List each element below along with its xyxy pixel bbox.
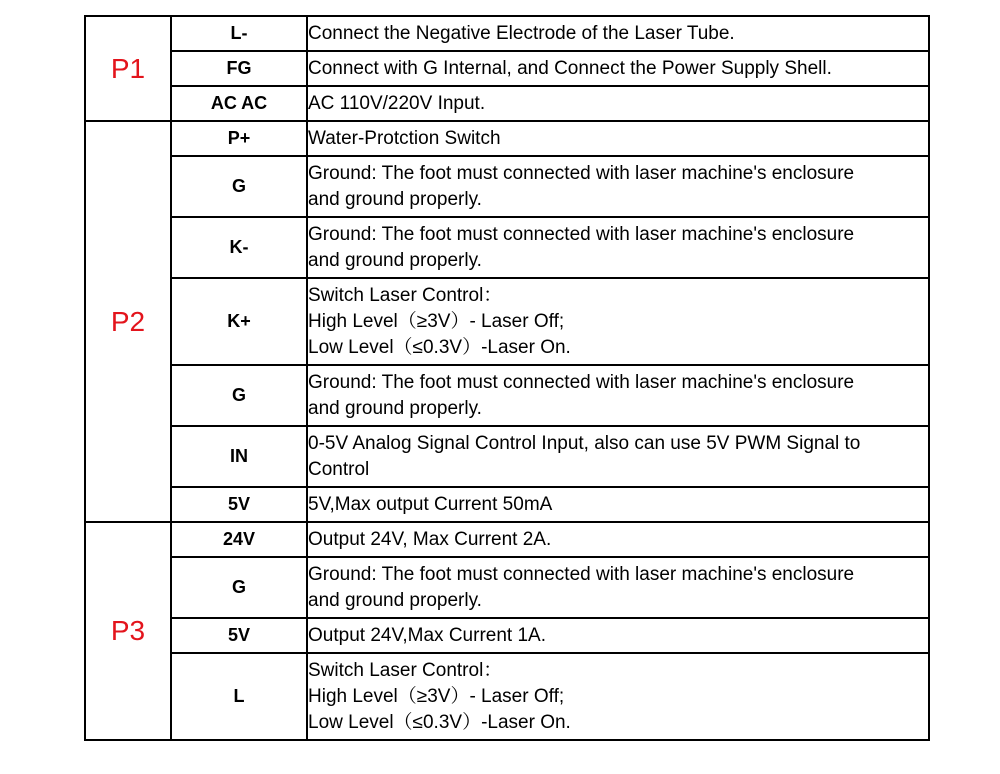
pin-name: AC AC	[171, 86, 307, 121]
pin-description	[307, 653, 929, 740]
description-line: High Level（≥3V）- Laser Off;	[308, 685, 565, 707]
description-line: and ground properly.	[308, 249, 482, 271]
description-line: Ground: The foot must connected with laser machine's enclosure	[308, 162, 855, 184]
description-line: 5V,Max output Current 50mA	[308, 493, 553, 515]
pin-name: P+	[171, 121, 307, 156]
pin-description	[307, 426, 929, 487]
pin-name: K+	[171, 278, 307, 365]
pin-description	[307, 86, 929, 121]
pin-name: G	[171, 557, 307, 618]
table-row	[85, 86, 929, 121]
table-row	[85, 217, 929, 278]
table-row	[85, 426, 929, 487]
description-line: and ground properly.	[308, 397, 482, 419]
description-line: Connect the Negative Electrode of the Laser Tube.	[308, 22, 735, 44]
description-line: Switch Laser Control：	[308, 659, 503, 681]
description-line: Water-Protction Switch	[308, 127, 501, 149]
pin-name: G	[171, 156, 307, 217]
connector-group-label: P1	[85, 16, 171, 121]
connector-group-label: P3	[85, 522, 171, 740]
table-row	[85, 51, 929, 86]
pin-name: K-	[171, 217, 307, 278]
table-row	[85, 557, 929, 618]
description-line: Output 24V, Max Current 2A.	[308, 528, 552, 550]
description-line: Control	[308, 458, 370, 480]
table-row	[85, 487, 929, 522]
pin-name: 5V	[171, 618, 307, 653]
description-line: 0-5V Analog Signal Control Input, also can use 5V PWM Signal to	[308, 432, 861, 454]
table-row	[85, 522, 929, 557]
pin-description	[307, 121, 929, 156]
table-row	[85, 156, 929, 217]
description-line: AC 110V/220V Input.	[308, 92, 486, 114]
table-row	[85, 16, 929, 51]
description-line: Connect with G Internal, and Connect the Power Supply Shell.	[308, 57, 832, 79]
description-line: Ground: The foot must connected with laser machine's enclosure	[308, 223, 855, 245]
connector-group-label: P2	[85, 121, 171, 522]
description-line: Output 24V,Max Current 1A.	[308, 624, 546, 646]
pin-name: FG	[171, 51, 307, 86]
pin-name: G	[171, 365, 307, 426]
table-row	[85, 653, 929, 740]
pin-description	[307, 487, 929, 522]
pin-description	[307, 16, 929, 51]
description-line: and ground properly.	[308, 589, 482, 611]
pin-description	[307, 278, 929, 365]
table-row	[85, 278, 929, 365]
description-line: High Level（≥3V）- Laser Off;	[308, 310, 565, 332]
pin-description	[307, 618, 929, 653]
description-line: and ground properly.	[308, 188, 482, 210]
pin-name: 24V	[171, 522, 307, 557]
pin-description	[307, 557, 929, 618]
pin-description	[307, 365, 929, 426]
pin-description	[307, 156, 929, 217]
description-line: Low Level（≤0.3V）-Laser On.	[308, 336, 571, 358]
table-row	[85, 365, 929, 426]
description-line: Switch Laser Control：	[308, 284, 503, 306]
pin-name: IN	[171, 426, 307, 487]
pin-description	[307, 51, 929, 86]
pin-name: 5V	[171, 487, 307, 522]
pin-table-body	[85, 16, 929, 740]
pin-name: L-	[171, 16, 307, 51]
description-line: Low Level（≤0.3V）-Laser On.	[308, 711, 571, 733]
description-line: Ground: The foot must connected with laser machine's enclosure	[308, 371, 855, 393]
pin-definition-table	[84, 15, 930, 741]
pin-name: L	[171, 653, 307, 740]
pin-description	[307, 217, 929, 278]
pin-description	[307, 522, 929, 557]
table-row	[85, 618, 929, 653]
description-line: Ground: The foot must connected with laser machine's enclosure	[308, 563, 855, 585]
table-row	[85, 121, 929, 156]
